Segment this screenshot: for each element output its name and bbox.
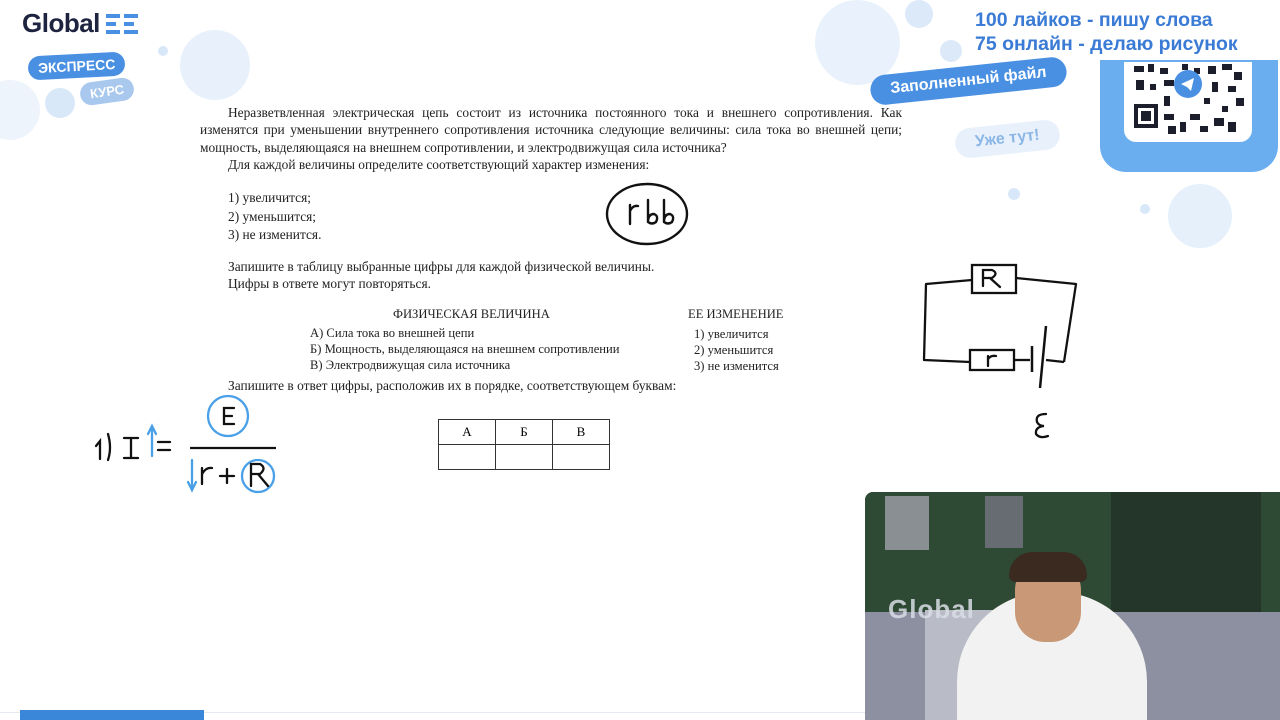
option-item: 3) не изменится. <box>228 227 322 243</box>
portrait-frame <box>885 496 929 550</box>
decor-bubble <box>940 40 962 62</box>
change-item: 1) увеличится <box>694 327 769 341</box>
answer-cell[interactable] <box>439 445 496 470</box>
decor-bubble <box>1140 204 1150 214</box>
express-pill: ЭКСПРЕСС <box>27 51 126 80</box>
quantity-item: В) Электродвижущая сила источника <box>310 358 511 372</box>
brand-lines-icon <box>106 13 140 35</box>
problem-instruction: Для каждой величины определите соответствующий характер изменения: <box>228 156 650 172</box>
progress-bar <box>20 710 204 720</box>
option-item: 2) уменьшится; <box>228 208 317 224</box>
instruction-line: Запишите в таблицу выбранные цифры для каждой физической величины. <box>228 258 655 274</box>
decor-bubble <box>0 80 40 140</box>
change-item: 3) не изменится <box>694 359 779 373</box>
brand-name: Global <box>22 8 100 38</box>
handwritten-circuit-diagram <box>918 256 1088 446</box>
filled-file-tag: Заполненный файл <box>869 56 1068 106</box>
brand-logo <box>22 8 140 39</box>
option-item: 1) увеличится; <box>228 190 311 206</box>
decor-bubble <box>815 0 900 85</box>
change-options <box>228 189 902 245</box>
promo-text <box>975 8 1238 56</box>
handwritten-answer-circle <box>600 178 696 248</box>
left-column-header: ФИЗИЧЕСКАЯ ВЕЛИЧИНА <box>393 307 550 321</box>
instruction-line: Цифры в ответе могут повторяться. <box>228 275 431 291</box>
problem-document <box>200 104 902 393</box>
change-item: 2) уменьшится <box>694 343 774 357</box>
answer-cell[interactable] <box>553 445 610 470</box>
person-hair <box>1009 552 1087 582</box>
webcam-overlay-text: Global <box>888 594 975 624</box>
decor-bubble <box>45 88 75 118</box>
decor-bubble <box>180 30 250 100</box>
decor-bubble <box>905 0 933 28</box>
table-header-cell: Б <box>496 420 553 445</box>
webcam-feed <box>865 492 1280 720</box>
answer-prompt: Запишите в ответ цифры, расположив их в порядке, соответствующем буквам: <box>228 378 677 393</box>
course-pill: КУРС <box>79 76 136 106</box>
answer-cell[interactable] <box>496 445 553 470</box>
table-instructions <box>200 258 902 293</box>
qr-code-icon <box>1124 62 1252 142</box>
decor-bubble <box>1008 188 1020 200</box>
right-column-header: ЕЕ ИЗМЕНЕНИЕ <box>688 307 784 321</box>
already-here-tag: Уже тут! <box>954 119 1061 160</box>
portrait-frame <box>985 496 1023 548</box>
quantity-item: Б) Мощность, выделяющаяся на внешнем сопротивлении <box>310 342 620 356</box>
problem-text: Неразветвленная электрическая цепь состоит из источника постоянного тока и внешнего сопротивления. Как изменятся при уменьшении внутреннего сопротивления источника следующие величины: сила тока во внешней цепи; мощность, выделяющаяся на внешнем сопротивлении, и электродвижущая сила источника? <box>200 105 902 155</box>
qr-code-panel[interactable] <box>1124 62 1252 142</box>
answer-table <box>438 419 610 470</box>
promo-line: 75 онлайн - делаю рисунок <box>975 33 1238 55</box>
decor-bubble <box>158 46 168 56</box>
handwritten-formula <box>86 394 286 498</box>
table-header-cell: В <box>553 420 610 445</box>
table-header-cell: А <box>439 420 496 445</box>
decor-bubble <box>1168 184 1232 248</box>
quantity-item: А) Сила тока во внешней цепи <box>310 326 475 340</box>
promo-line: 100 лайков - пишу слова <box>975 9 1213 31</box>
